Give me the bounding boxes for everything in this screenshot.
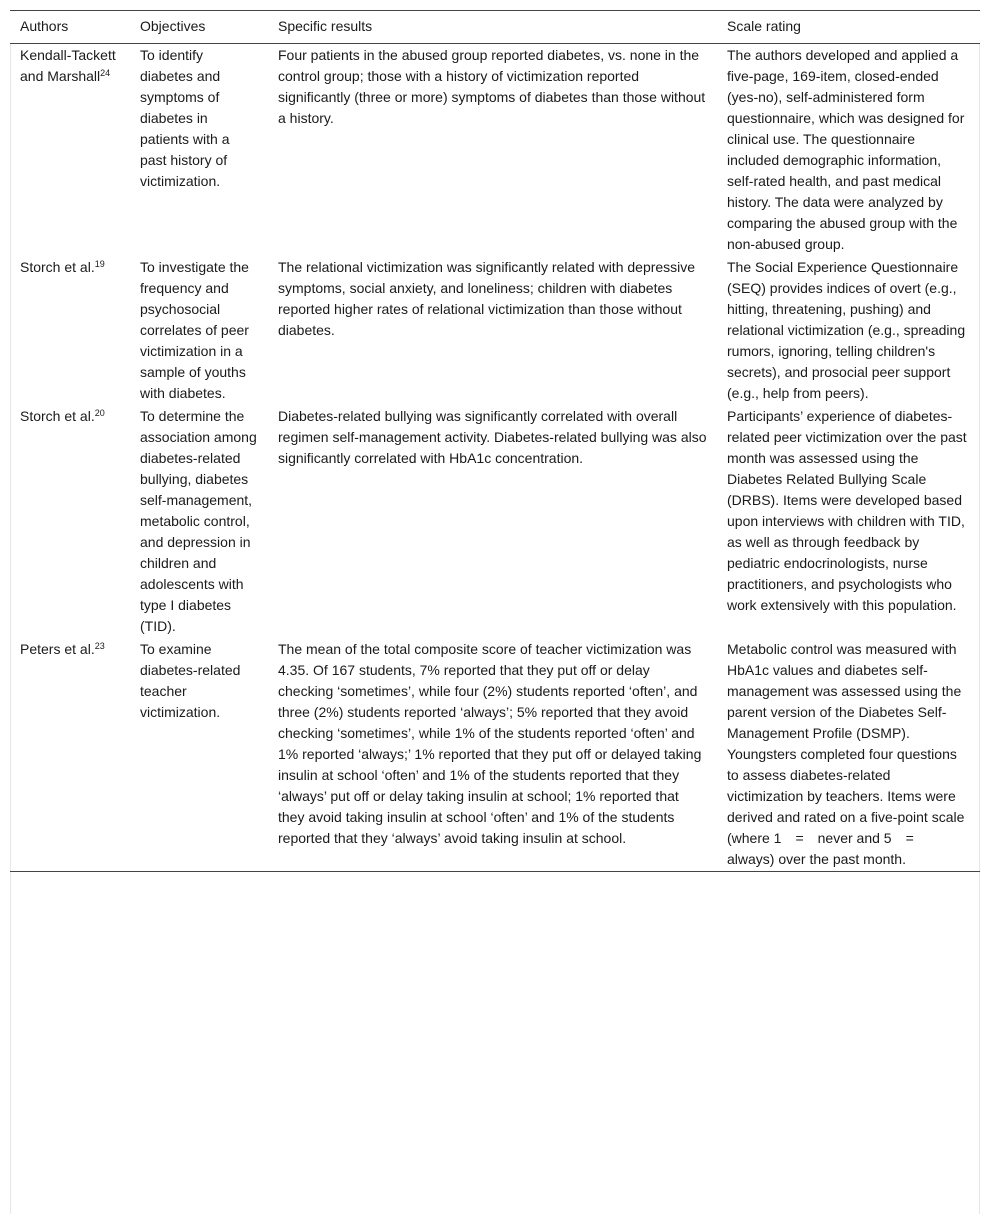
cell-scale: The authors developed and applied a five-page, 169-item, closed-ended (yes-no), self-administered form questionnaire, which was designed for clinical use. The questionnaire included demographic information, self-rated health, and past medical history. The data were analyzed by comparing the abused group with the non-abused group. xyxy=(727,47,965,252)
cell-results: The relational victimization was significantly related with depressive symptoms, social anxiety, and loneliness; children with diabetes reported higher rates of relational victimization than those without diabetes. xyxy=(278,259,696,338)
cell-results: The mean of the total composite score of teacher victimization was 4.35. Of 167 students, 7% reported that they put off or delay checking ‘sometimes’, while four (2%) students reported ‘often’, and three (2%) students reported ‘always’; 5% reported that they avoid checking ‘sometimes’, while 1% of the students reported ‘often’ and 1% reported ‘always;’ 1% reported that they put off or delayed taking insulin at school ‘often’ and 1% of the students reported that they ‘always’ put off or delay taking insulin at school; 1% reported that they avoid taking insulin at school ‘often’ and 1% of the students reported that they ‘always’ avoid taking insulin at school. xyxy=(278,641,702,846)
author-reference: 24 xyxy=(100,68,111,78)
cell-scale: Metabolic control was measured with HbA1c values and diabetes self-management was assessed using the parent version of the Diabetes Self-Management Profile (DSMP). Youngsters completed four questions to assess diabetes-related victimization by teachers. Items were derived and rated on a five-point scale (where 1 = never and 5 = always) over the past month. xyxy=(727,641,965,867)
cell-author xyxy=(10,256,130,405)
cell-objective: To identify diabetes and symptoms of diabetes in patients with a past history of victimization. xyxy=(140,47,230,189)
header-scale-rating: Scale rating xyxy=(727,18,801,34)
header-specific-results: Specific results xyxy=(278,18,373,34)
author-reference: 20 xyxy=(94,408,105,418)
cell-author xyxy=(10,638,130,872)
cell-author xyxy=(10,44,130,257)
header-authors: Authors xyxy=(20,18,69,34)
author-reference: 23 xyxy=(94,641,105,651)
table-row xyxy=(10,405,980,638)
cell-scale: Participants’ experience of diabetes-related peer victimization over the past month was assessed using the Diabetes Related Bullying Scale (DRBS). Items were developed based upon interviews with children with TID, as well as through feedback by pediatric endocrinologists, nurse practitioners, and psychologists who work extensively with this population. xyxy=(727,408,967,613)
table-row xyxy=(10,44,980,257)
header-row xyxy=(10,11,980,44)
table-body xyxy=(10,44,980,872)
author-name: Storch et al. xyxy=(20,259,95,275)
cell-objective: To investigate the frequency and psychosocial correlates of peer victimization in a sample of youths with diabetes. xyxy=(140,259,249,401)
table-row xyxy=(10,638,980,872)
cell-objective: To determine the association among diabetes-related bullying, diabetes self-management, metabolic control, and depression in children and adolescents with type I diabetes (TID). xyxy=(140,408,257,634)
author-reference: 19 xyxy=(94,259,105,269)
cell-results: Four patients in the abused group reported diabetes, vs. none in the control group; those with a history of victimization reported significantly (three or more) symptoms of diabetes than those without a history. xyxy=(278,47,706,126)
table-header xyxy=(10,11,980,44)
cell-author xyxy=(10,405,130,638)
cell-objective: To examine diabetes-related teacher victimization. xyxy=(140,641,241,720)
cell-scale: The Social Experience Questionnaire (SEQ) provides indices of overt (e.g., hitting, threatening, pushing) and relational victimization (e.g., spreading rumors, ignoring, telling children's secrets), and prosocial peer support (e.g., help from peers). xyxy=(727,259,966,401)
review-table xyxy=(10,10,980,872)
header-objectives: Objectives xyxy=(140,18,206,34)
author-name: Kendall-Tackett and Marshall xyxy=(20,47,116,84)
author-name: Peters et al. xyxy=(20,641,95,657)
cell-results: Diabetes-related bullying was significantly correlated with overall regimen self-management activity. Diabetes-related bullying was also significantly correlated with HbA1c concentration. xyxy=(278,408,707,466)
author-name: Storch et al. xyxy=(20,408,95,424)
table-row xyxy=(10,256,980,405)
